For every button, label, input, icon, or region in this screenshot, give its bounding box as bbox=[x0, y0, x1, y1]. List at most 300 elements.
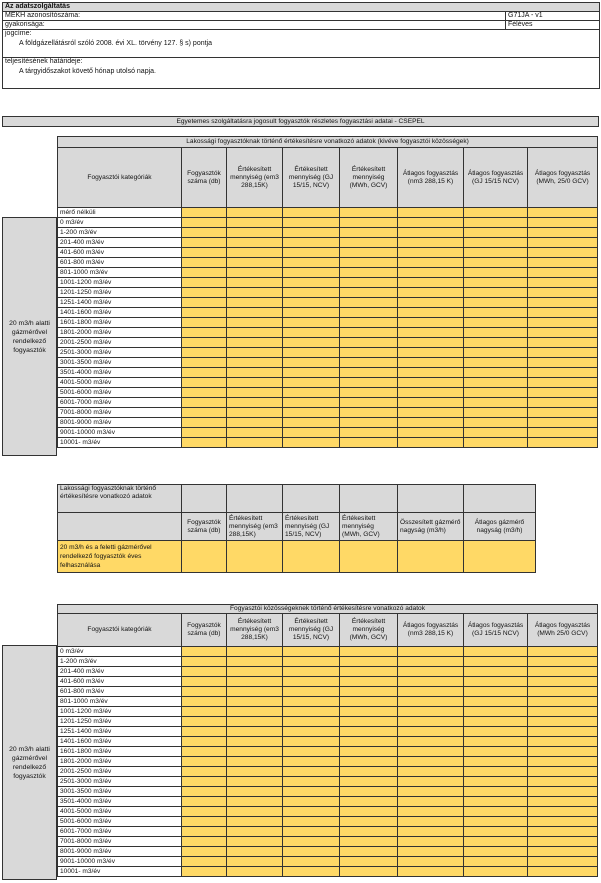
input-cell[interactable] bbox=[182, 228, 227, 238]
input-cell[interactable] bbox=[227, 541, 283, 573]
input-cell[interactable] bbox=[398, 428, 464, 438]
input-cell[interactable] bbox=[340, 218, 398, 228]
input-cell[interactable] bbox=[340, 438, 398, 448]
input-cell[interactable] bbox=[283, 428, 340, 438]
input-cell[interactable] bbox=[182, 697, 227, 707]
input-cell[interactable] bbox=[340, 258, 398, 268]
input-cell[interactable] bbox=[398, 857, 464, 867]
input-cell[interactable] bbox=[528, 847, 598, 857]
input-cell[interactable] bbox=[283, 228, 340, 238]
input-cell[interactable] bbox=[227, 288, 283, 298]
input-cell[interactable] bbox=[227, 268, 283, 278]
input-cell[interactable] bbox=[227, 797, 283, 807]
input-cell[interactable] bbox=[283, 208, 340, 218]
input-cell[interactable] bbox=[464, 228, 528, 238]
input-cell[interactable] bbox=[340, 358, 398, 368]
input-cell[interactable] bbox=[464, 268, 528, 278]
input-cell[interactable] bbox=[398, 697, 464, 707]
input-cell[interactable] bbox=[340, 827, 398, 837]
input-cell[interactable] bbox=[398, 747, 464, 757]
input-cell[interactable] bbox=[227, 697, 283, 707]
input-cell[interactable] bbox=[528, 378, 598, 388]
input-cell[interactable] bbox=[283, 338, 340, 348]
input-cell[interactable] bbox=[340, 797, 398, 807]
input-cell[interactable] bbox=[528, 827, 598, 837]
input-cell[interactable] bbox=[182, 827, 227, 837]
input-cell[interactable] bbox=[528, 817, 598, 827]
input-cell[interactable] bbox=[227, 328, 283, 338]
input-cell[interactable] bbox=[398, 218, 464, 228]
input-cell[interactable] bbox=[227, 827, 283, 837]
input-cell[interactable] bbox=[464, 208, 528, 218]
input-cell[interactable] bbox=[464, 318, 528, 328]
input-cell[interactable] bbox=[340, 338, 398, 348]
input-cell[interactable] bbox=[528, 398, 598, 408]
input-cell[interactable] bbox=[283, 737, 340, 747]
input-cell[interactable] bbox=[182, 787, 227, 797]
input-cell[interactable] bbox=[182, 867, 227, 877]
input-cell[interactable] bbox=[182, 248, 227, 258]
input-cell[interactable] bbox=[283, 747, 340, 757]
input-cell[interactable] bbox=[528, 438, 598, 448]
input-cell[interactable] bbox=[340, 408, 398, 418]
input-cell[interactable] bbox=[182, 338, 227, 348]
input-cell[interactable] bbox=[528, 857, 598, 867]
input-cell[interactable] bbox=[528, 747, 598, 757]
input-cell[interactable] bbox=[283, 787, 340, 797]
input-cell[interactable] bbox=[464, 348, 528, 358]
input-cell[interactable] bbox=[182, 368, 227, 378]
input-cell[interactable] bbox=[464, 687, 528, 697]
input-cell[interactable] bbox=[227, 338, 283, 348]
input-cell[interactable] bbox=[398, 418, 464, 428]
input-cell[interactable] bbox=[340, 418, 398, 428]
input-cell[interactable] bbox=[528, 797, 598, 807]
input-cell[interactable] bbox=[227, 368, 283, 378]
input-cell[interactable] bbox=[182, 677, 227, 687]
input-cell[interactable] bbox=[283, 318, 340, 328]
input-cell[interactable] bbox=[283, 328, 340, 338]
input-cell[interactable] bbox=[283, 667, 340, 677]
input-cell[interactable] bbox=[464, 797, 528, 807]
input-cell[interactable] bbox=[398, 777, 464, 787]
input-cell[interactable] bbox=[464, 248, 528, 258]
input-cell[interactable] bbox=[528, 737, 598, 747]
input-cell[interactable] bbox=[227, 847, 283, 857]
input-cell[interactable] bbox=[464, 438, 528, 448]
input-cell[interactable] bbox=[340, 208, 398, 218]
input-cell[interactable] bbox=[283, 797, 340, 807]
input-cell[interactable] bbox=[398, 318, 464, 328]
input-cell[interactable] bbox=[398, 647, 464, 657]
input-cell[interactable] bbox=[528, 428, 598, 438]
input-cell[interactable] bbox=[340, 388, 398, 398]
input-cell[interactable] bbox=[283, 541, 340, 573]
input-cell[interactable] bbox=[528, 837, 598, 847]
input-cell[interactable] bbox=[283, 757, 340, 767]
input-cell[interactable] bbox=[227, 767, 283, 777]
input-cell[interactable] bbox=[528, 358, 598, 368]
input-cell[interactable] bbox=[182, 707, 227, 717]
input-cell[interactable] bbox=[464, 747, 528, 757]
input-cell[interactable] bbox=[283, 258, 340, 268]
input-cell[interactable] bbox=[528, 268, 598, 278]
input-cell[interactable] bbox=[464, 541, 536, 573]
input-cell[interactable] bbox=[182, 667, 227, 677]
input-cell[interactable] bbox=[182, 298, 227, 308]
input-cell[interactable] bbox=[464, 368, 528, 378]
input-cell[interactable] bbox=[340, 378, 398, 388]
input-cell[interactable] bbox=[182, 238, 227, 248]
input-cell[interactable] bbox=[398, 717, 464, 727]
input-cell[interactable] bbox=[464, 757, 528, 767]
input-cell[interactable] bbox=[528, 727, 598, 737]
input-cell[interactable] bbox=[340, 368, 398, 378]
input-cell[interactable] bbox=[283, 697, 340, 707]
input-cell[interactable] bbox=[283, 687, 340, 697]
input-cell[interactable] bbox=[464, 218, 528, 228]
input-cell[interactable] bbox=[398, 847, 464, 857]
input-cell[interactable] bbox=[398, 867, 464, 877]
input-cell[interactable] bbox=[528, 767, 598, 777]
input-cell[interactable] bbox=[464, 767, 528, 777]
input-cell[interactable] bbox=[340, 747, 398, 757]
input-cell[interactable] bbox=[340, 757, 398, 767]
input-cell[interactable] bbox=[283, 438, 340, 448]
input-cell[interactable] bbox=[398, 348, 464, 358]
input-cell[interactable] bbox=[227, 737, 283, 747]
input-cell[interactable] bbox=[464, 837, 528, 847]
input-cell[interactable] bbox=[227, 348, 283, 358]
input-cell[interactable] bbox=[464, 727, 528, 737]
input-cell[interactable] bbox=[464, 827, 528, 837]
input-cell[interactable] bbox=[398, 408, 464, 418]
input-cell[interactable] bbox=[283, 727, 340, 737]
input-cell[interactable] bbox=[398, 358, 464, 368]
input-cell[interactable] bbox=[340, 428, 398, 438]
input-cell[interactable] bbox=[283, 268, 340, 278]
input-cell[interactable] bbox=[340, 787, 398, 797]
input-cell[interactable] bbox=[340, 737, 398, 747]
input-cell[interactable] bbox=[227, 757, 283, 767]
input-cell[interactable] bbox=[182, 777, 227, 787]
input-cell[interactable] bbox=[283, 827, 340, 837]
input-cell[interactable] bbox=[464, 288, 528, 298]
input-cell[interactable] bbox=[528, 667, 598, 677]
input-cell[interactable] bbox=[464, 847, 528, 857]
input-cell[interactable] bbox=[528, 288, 598, 298]
input-cell[interactable] bbox=[227, 687, 283, 697]
input-cell[interactable] bbox=[283, 857, 340, 867]
input-cell[interactable] bbox=[340, 328, 398, 338]
input-cell[interactable] bbox=[227, 867, 283, 877]
input-cell[interactable] bbox=[340, 318, 398, 328]
input-cell[interactable] bbox=[227, 817, 283, 827]
input-cell[interactable] bbox=[227, 298, 283, 308]
input-cell[interactable] bbox=[398, 737, 464, 747]
input-cell[interactable] bbox=[283, 807, 340, 817]
input-cell[interactable] bbox=[182, 418, 227, 428]
input-cell[interactable] bbox=[227, 398, 283, 408]
input-cell[interactable] bbox=[398, 388, 464, 398]
input-cell[interactable] bbox=[227, 238, 283, 248]
input-cell[interactable] bbox=[227, 388, 283, 398]
input-cell[interactable] bbox=[464, 258, 528, 268]
input-cell[interactable] bbox=[283, 298, 340, 308]
input-cell[interactable] bbox=[227, 418, 283, 428]
input-cell[interactable] bbox=[182, 797, 227, 807]
input-cell[interactable] bbox=[398, 797, 464, 807]
input-cell[interactable] bbox=[182, 428, 227, 438]
input-cell[interactable] bbox=[182, 717, 227, 727]
input-cell[interactable] bbox=[283, 348, 340, 358]
input-cell[interactable] bbox=[227, 428, 283, 438]
input-cell[interactable] bbox=[398, 757, 464, 767]
input-cell[interactable] bbox=[464, 298, 528, 308]
input-cell[interactable] bbox=[182, 647, 227, 657]
input-cell[interactable] bbox=[528, 418, 598, 428]
input-cell[interactable] bbox=[227, 747, 283, 757]
input-cell[interactable] bbox=[528, 647, 598, 657]
input-cell[interactable] bbox=[464, 408, 528, 418]
input-cell[interactable] bbox=[182, 278, 227, 288]
input-cell[interactable] bbox=[528, 867, 598, 877]
input-cell[interactable] bbox=[227, 258, 283, 268]
input-cell[interactable] bbox=[528, 248, 598, 258]
input-cell[interactable] bbox=[398, 208, 464, 218]
input-cell[interactable] bbox=[398, 707, 464, 717]
input-cell[interactable] bbox=[182, 258, 227, 268]
input-cell[interactable] bbox=[182, 318, 227, 328]
input-cell[interactable] bbox=[227, 248, 283, 258]
input-cell[interactable] bbox=[528, 318, 598, 328]
input-cell[interactable] bbox=[182, 378, 227, 388]
input-cell[interactable] bbox=[182, 438, 227, 448]
input-cell[interactable] bbox=[464, 707, 528, 717]
input-cell[interactable] bbox=[340, 348, 398, 358]
input-cell[interactable] bbox=[464, 737, 528, 747]
input-cell[interactable] bbox=[283, 378, 340, 388]
input-cell[interactable] bbox=[528, 328, 598, 338]
input-cell[interactable] bbox=[182, 807, 227, 817]
input-cell[interactable] bbox=[528, 787, 598, 797]
input-cell[interactable] bbox=[464, 867, 528, 877]
input-cell[interactable] bbox=[227, 837, 283, 847]
input-cell[interactable] bbox=[283, 408, 340, 418]
input-cell[interactable] bbox=[464, 238, 528, 248]
input-cell[interactable] bbox=[227, 318, 283, 328]
input-cell[interactable] bbox=[340, 817, 398, 827]
input-cell[interactable] bbox=[283, 398, 340, 408]
input-cell[interactable] bbox=[398, 268, 464, 278]
input-cell[interactable] bbox=[182, 657, 227, 667]
input-cell[interactable] bbox=[398, 398, 464, 408]
input-cell[interactable] bbox=[227, 777, 283, 787]
input-cell[interactable] bbox=[283, 308, 340, 318]
input-cell[interactable] bbox=[283, 767, 340, 777]
input-cell[interactable] bbox=[340, 867, 398, 877]
input-cell[interactable] bbox=[227, 218, 283, 228]
input-cell[interactable] bbox=[227, 677, 283, 687]
input-cell[interactable] bbox=[398, 657, 464, 667]
input-cell[interactable] bbox=[182, 408, 227, 418]
input-cell[interactable] bbox=[398, 238, 464, 248]
input-cell[interactable] bbox=[340, 288, 398, 298]
input-cell[interactable] bbox=[464, 677, 528, 687]
input-cell[interactable] bbox=[528, 707, 598, 717]
input-cell[interactable] bbox=[340, 541, 398, 573]
input-cell[interactable] bbox=[528, 757, 598, 767]
input-cell[interactable] bbox=[182, 348, 227, 358]
input-cell[interactable] bbox=[283, 388, 340, 398]
input-cell[interactable] bbox=[528, 278, 598, 288]
input-cell[interactable] bbox=[182, 737, 227, 747]
input-cell[interactable] bbox=[340, 837, 398, 847]
input-cell[interactable] bbox=[528, 408, 598, 418]
input-cell[interactable] bbox=[528, 388, 598, 398]
input-cell[interactable] bbox=[340, 727, 398, 737]
input-cell[interactable] bbox=[283, 837, 340, 847]
input-cell[interactable] bbox=[464, 807, 528, 817]
input-cell[interactable] bbox=[283, 358, 340, 368]
input-cell[interactable] bbox=[464, 667, 528, 677]
input-cell[interactable] bbox=[340, 777, 398, 787]
input-cell[interactable] bbox=[398, 817, 464, 827]
input-cell[interactable] bbox=[227, 438, 283, 448]
input-cell[interactable] bbox=[182, 837, 227, 847]
input-cell[interactable] bbox=[528, 218, 598, 228]
input-cell[interactable] bbox=[182, 218, 227, 228]
input-cell[interactable] bbox=[464, 418, 528, 428]
input-cell[interactable] bbox=[340, 807, 398, 817]
input-cell[interactable] bbox=[283, 248, 340, 258]
input-cell[interactable] bbox=[398, 787, 464, 797]
input-cell[interactable] bbox=[340, 238, 398, 248]
input-cell[interactable] bbox=[340, 268, 398, 278]
input-cell[interactable] bbox=[398, 278, 464, 288]
input-cell[interactable] bbox=[227, 358, 283, 368]
input-cell[interactable] bbox=[340, 248, 398, 258]
input-cell[interactable] bbox=[398, 807, 464, 817]
input-cell[interactable] bbox=[283, 677, 340, 687]
input-cell[interactable] bbox=[398, 338, 464, 348]
input-cell[interactable] bbox=[464, 657, 528, 667]
input-cell[interactable] bbox=[283, 288, 340, 298]
input-cell[interactable] bbox=[340, 647, 398, 657]
input-cell[interactable] bbox=[182, 541, 227, 573]
input-cell[interactable] bbox=[398, 288, 464, 298]
input-cell[interactable] bbox=[398, 308, 464, 318]
input-cell[interactable] bbox=[182, 687, 227, 697]
input-cell[interactable] bbox=[398, 837, 464, 847]
input-cell[interactable] bbox=[464, 647, 528, 657]
input-cell[interactable] bbox=[464, 328, 528, 338]
input-cell[interactable] bbox=[528, 208, 598, 218]
input-cell[interactable] bbox=[182, 358, 227, 368]
input-cell[interactable] bbox=[227, 408, 283, 418]
input-cell[interactable] bbox=[283, 657, 340, 667]
input-cell[interactable] bbox=[528, 338, 598, 348]
input-cell[interactable] bbox=[340, 308, 398, 318]
input-cell[interactable] bbox=[340, 857, 398, 867]
input-cell[interactable] bbox=[340, 657, 398, 667]
input-cell[interactable] bbox=[528, 677, 598, 687]
input-cell[interactable] bbox=[398, 248, 464, 258]
input-cell[interactable] bbox=[398, 258, 464, 268]
input-cell[interactable] bbox=[398, 687, 464, 697]
input-cell[interactable] bbox=[528, 777, 598, 787]
input-cell[interactable] bbox=[283, 647, 340, 657]
input-cell[interactable] bbox=[464, 857, 528, 867]
input-cell[interactable] bbox=[398, 667, 464, 677]
input-cell[interactable] bbox=[340, 697, 398, 707]
input-cell[interactable] bbox=[227, 807, 283, 817]
input-cell[interactable] bbox=[227, 208, 283, 218]
input-cell[interactable] bbox=[398, 298, 464, 308]
input-cell[interactable] bbox=[464, 388, 528, 398]
input-cell[interactable] bbox=[398, 328, 464, 338]
input-cell[interactable] bbox=[340, 847, 398, 857]
input-cell[interactable] bbox=[227, 278, 283, 288]
input-cell[interactable] bbox=[283, 847, 340, 857]
input-cell[interactable] bbox=[340, 687, 398, 697]
input-cell[interactable] bbox=[182, 308, 227, 318]
input-cell[interactable] bbox=[528, 807, 598, 817]
input-cell[interactable] bbox=[464, 717, 528, 727]
input-cell[interactable] bbox=[528, 238, 598, 248]
input-cell[interactable] bbox=[340, 398, 398, 408]
input-cell[interactable] bbox=[528, 368, 598, 378]
input-cell[interactable] bbox=[227, 707, 283, 717]
input-cell[interactable] bbox=[398, 378, 464, 388]
input-cell[interactable] bbox=[227, 228, 283, 238]
input-cell[interactable] bbox=[182, 727, 227, 737]
input-cell[interactable] bbox=[464, 338, 528, 348]
input-cell[interactable] bbox=[182, 268, 227, 278]
input-cell[interactable] bbox=[227, 657, 283, 667]
input-cell[interactable] bbox=[464, 398, 528, 408]
input-cell[interactable] bbox=[283, 238, 340, 248]
input-cell[interactable] bbox=[464, 308, 528, 318]
input-cell[interactable] bbox=[182, 817, 227, 827]
input-cell[interactable] bbox=[182, 857, 227, 867]
input-cell[interactable] bbox=[227, 647, 283, 657]
input-cell[interactable] bbox=[227, 787, 283, 797]
input-cell[interactable] bbox=[182, 388, 227, 398]
input-cell[interactable] bbox=[398, 368, 464, 378]
input-cell[interactable] bbox=[528, 717, 598, 727]
input-cell[interactable] bbox=[182, 208, 227, 218]
input-cell[interactable] bbox=[182, 328, 227, 338]
input-cell[interactable] bbox=[283, 717, 340, 727]
input-cell[interactable] bbox=[340, 717, 398, 727]
input-cell[interactable] bbox=[227, 717, 283, 727]
input-cell[interactable] bbox=[340, 677, 398, 687]
input-cell[interactable] bbox=[528, 657, 598, 667]
input-cell[interactable] bbox=[340, 228, 398, 238]
input-cell[interactable] bbox=[283, 867, 340, 877]
input-cell[interactable] bbox=[283, 418, 340, 428]
input-cell[interactable] bbox=[283, 368, 340, 378]
input-cell[interactable] bbox=[227, 308, 283, 318]
input-cell[interactable] bbox=[227, 378, 283, 388]
input-cell[interactable] bbox=[464, 697, 528, 707]
input-cell[interactable] bbox=[464, 777, 528, 787]
input-cell[interactable] bbox=[464, 428, 528, 438]
input-cell[interactable] bbox=[227, 667, 283, 677]
input-cell[interactable] bbox=[182, 757, 227, 767]
input-cell[interactable] bbox=[398, 827, 464, 837]
